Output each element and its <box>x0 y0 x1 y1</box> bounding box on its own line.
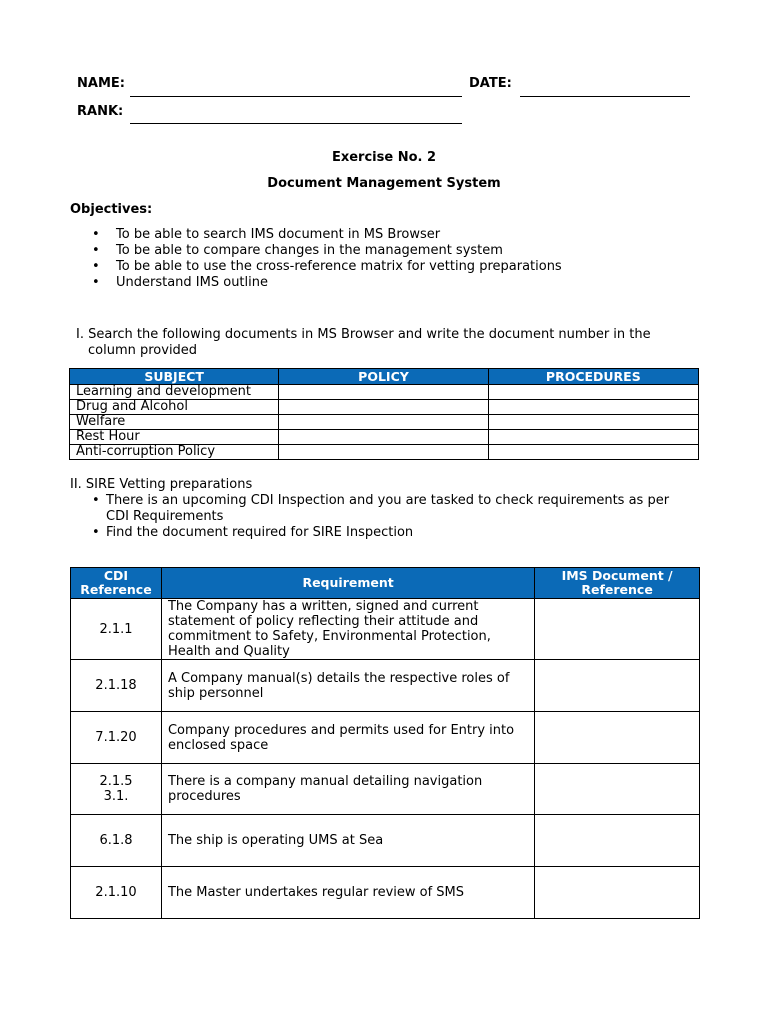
subject-cell: Learning and development <box>70 385 279 400</box>
objectives-heading: Objectives: <box>70 202 153 217</box>
requirement-cell: There is a company manual detailing navigation procedures <box>161 764 534 815</box>
section1-instruction-line2: column provided <box>88 343 198 358</box>
section2-bullet-item: • There is an upcoming CDI Inspection and you are tasked to check requirements as per <box>92 493 670 508</box>
table-row <box>71 599 700 660</box>
requirement-cell: Company procedures and permits used for Entry into enclosed space <box>161 712 534 764</box>
table-row <box>70 385 699 400</box>
header-ims-document: IMS Document / Reference <box>535 568 700 599</box>
ims-document-input-cell[interactable] <box>535 867 700 919</box>
name-field-line[interactable] <box>130 96 462 97</box>
table-row <box>71 764 700 815</box>
table-row <box>70 430 699 445</box>
cdi-ref-cell: 6.1.8 <box>71 815 162 867</box>
cdi-ref-cell: 2.1.18 <box>71 660 162 712</box>
table-row <box>71 712 700 764</box>
ims-document-input-cell[interactable] <box>535 815 700 867</box>
objective-item: • Understand IMS outline <box>92 275 268 290</box>
table-row <box>71 660 700 712</box>
rank-field-line[interactable] <box>130 123 462 124</box>
section2-bullet-item: • Find the document required for SIRE Inspection <box>92 525 414 540</box>
table-row <box>71 815 700 867</box>
subject-cell: Welfare <box>70 415 279 430</box>
requirement-cell: The Master undertakes regular review of SMS <box>161 867 534 919</box>
cdi-ref-cell: 2.1.1 <box>71 599 162 660</box>
table-row <box>70 445 699 460</box>
table-row <box>70 400 699 415</box>
ims-document-input-cell[interactable] <box>535 660 700 712</box>
requirement-cell: The Company has a written, signed and current statement of policy reflecting their attitude and commitment to Safety, Environmental Protection, Health and Quality <box>161 599 534 660</box>
procedures-input-cell[interactable] <box>488 445 698 460</box>
policy-input-cell[interactable] <box>279 415 488 430</box>
cdi-requirement-table <box>70 567 700 919</box>
section2-bullet-continuation: CDI Requirements <box>106 509 224 524</box>
exercise-title: Exercise No. 2 <box>331 150 437 165</box>
document-subtitle: Document Management System <box>267 176 501 191</box>
section2-heading: II. SIRE Vetting preparations <box>70 477 253 492</box>
section2-bullets <box>70 493 750 541</box>
procedures-input-cell[interactable] <box>488 385 698 400</box>
ims-document-input-cell[interactable] <box>535 599 700 660</box>
header-cdi-reference: CDI Reference <box>71 568 162 599</box>
policy-input-cell[interactable] <box>279 445 488 460</box>
cdi-ref-cell: 2.1.10 <box>71 867 162 919</box>
policy-input-cell[interactable] <box>279 385 488 400</box>
procedures-input-cell[interactable] <box>488 430 698 445</box>
subject-policy-table <box>69 368 699 460</box>
requirement-cell: A Company manual(s) details the respective roles of ship personnel <box>161 660 534 712</box>
policy-input-cell[interactable] <box>279 400 488 415</box>
name-label: NAME: <box>77 76 125 91</box>
date-field-line[interactable] <box>520 96 690 97</box>
objective-item: • To be able to use the cross-reference matrix for vetting preparations <box>92 259 562 274</box>
subject-cell: Drug and Alcohol <box>70 400 279 415</box>
policy-input-cell[interactable] <box>279 430 488 445</box>
ims-document-input-cell[interactable] <box>535 712 700 764</box>
procedures-input-cell[interactable] <box>488 400 698 415</box>
header-procedures: PROCEDURES <box>488 369 698 385</box>
subject-cell: Rest Hour <box>70 430 279 445</box>
cdi-ref-cell: 7.1.20 <box>71 712 162 764</box>
procedures-input-cell[interactable] <box>488 415 698 430</box>
rank-label: RANK: <box>77 104 124 119</box>
objective-item: • To be able to search IMS document in MS Browser <box>92 227 441 242</box>
date-label: DATE: <box>469 76 512 91</box>
table-row <box>70 415 699 430</box>
ims-document-input-cell[interactable] <box>535 764 700 815</box>
cdi-ref-cell: 2.1.5 3.1. <box>71 764 162 815</box>
requirement-cell: The ship is operating UMS at Sea <box>161 815 534 867</box>
subject-cell: Anti-corruption Policy <box>70 445 279 460</box>
header-requirement: Requirement <box>161 568 534 599</box>
section1-instruction-line1: I. Search the following documents in MS Browser and write the document number in the <box>76 327 651 342</box>
header-subject: SUBJECT <box>70 369 279 385</box>
table-row <box>71 867 700 919</box>
header-policy: POLICY <box>279 369 488 385</box>
objectives-list <box>70 227 750 291</box>
objective-item: • To be able to compare changes in the management system <box>92 243 503 258</box>
